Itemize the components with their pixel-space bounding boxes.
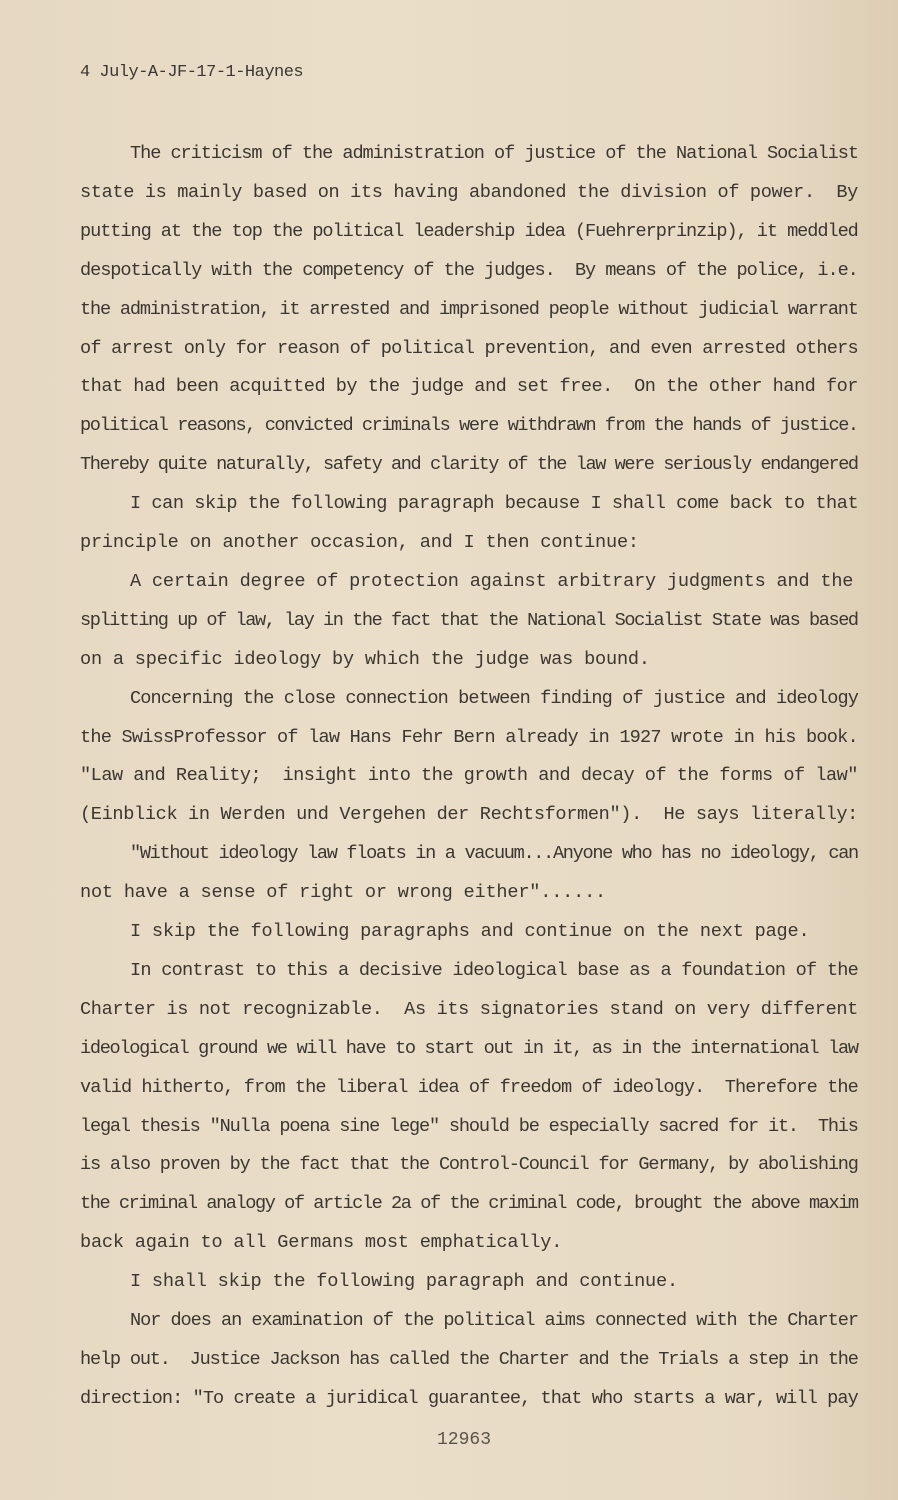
text-line: putting at the top the political leadership idea (Fuehrerprinzip), it meddled (80, 220, 858, 242)
text-line: despotically with the competency of the judges. By means of the police, i.e. (80, 259, 858, 281)
text-line: is also proven by the fact that the Control-Council for Germany, by abolishing (80, 1154, 858, 1176)
text-line: the SwissProfessor of law Hans Fehr Bern already in 1927 wrote in his book. (80, 726, 858, 748)
text-line: not have a sense of right or wrong either"...... (80, 882, 606, 904)
text-line: Concerning the close connection between finding of justice and ideology (130, 687, 859, 709)
text-line: that had been acquitted by the judge and set free. On the other hand for (80, 376, 858, 398)
text-line: ideological ground we will have to start out in it, as in the international law (80, 1037, 858, 1059)
text-line: political reasons, convicted criminals were withdrawn from the hands of justice. (80, 415, 858, 437)
text-line: splitting up of law, lay in the fact that the National Socialist State was based (80, 609, 858, 631)
text-line: principle on another occasion, and I then continue: (80, 532, 639, 553)
text-line: the criminal analogy of article 2a of the criminal code, brought the above maxim (80, 1193, 858, 1215)
text-line: state is mainly based on its having abandoned the division of power. By (80, 181, 858, 203)
text-line: I skip the following paragraphs and continue on the next page. (130, 921, 810, 942)
text-line: Nor does an examination of the political aims connected with the Charter (130, 1310, 858, 1331)
text-line: The criticism of the administration of justice of the National Socialist (130, 143, 858, 164)
text-line: help out. Justice Jackson has called the Charter and the Trials a step in the (80, 1348, 858, 1370)
text-line: "Law and Reality; insight into the growth and decay of the forms of law" (80, 765, 858, 787)
text-line: on a specific ideology by which the judge was bound. (80, 648, 650, 670)
text-line: "Without ideology law floats in a vacuum...Anyone who has no ideology, can (130, 843, 858, 865)
text-line: the administration, it arrested and imprisoned people without judicial warrant (80, 298, 858, 320)
text-line: direction: "To create a juridical guarantee, that who starts a war, will pay (80, 1387, 858, 1409)
text-line: A certain degree of protection against arbitrary judgments and the (130, 570, 854, 592)
text-line: (Einblick in Werden und Vergehen der Rechtsformen"). He says literally: (80, 804, 858, 826)
text-line: In contrast to this a decisive ideological base as a foundation of the (130, 959, 859, 981)
text-line: I can skip the following paragraph because I shall come back to that (130, 493, 859, 515)
text-line: Charter is not recognizable. As its signatories stand on very different (80, 998, 858, 1020)
text-line: Thereby quite naturally, safety and clarity of the law were seriously endangered (80, 454, 858, 476)
text-line: I shall skip the following paragraph and continue. (130, 1271, 678, 1293)
text-line: of arrest only for reason of political prevention, and even arrested others (80, 337, 858, 359)
text-line: legal thesis "Nulla poena sine lege" should be especially sacred for it. This (80, 1115, 858, 1137)
text-line: valid hitherto, from the liberal idea of freedom of ideology. Therefore the (80, 1076, 858, 1098)
page-number: 12963 (437, 1430, 492, 1450)
document-header: 4 July-A-JF-17-1-Haynes (80, 63, 304, 82)
text-line: back again to all Germans most emphatically. (80, 1232, 563, 1254)
